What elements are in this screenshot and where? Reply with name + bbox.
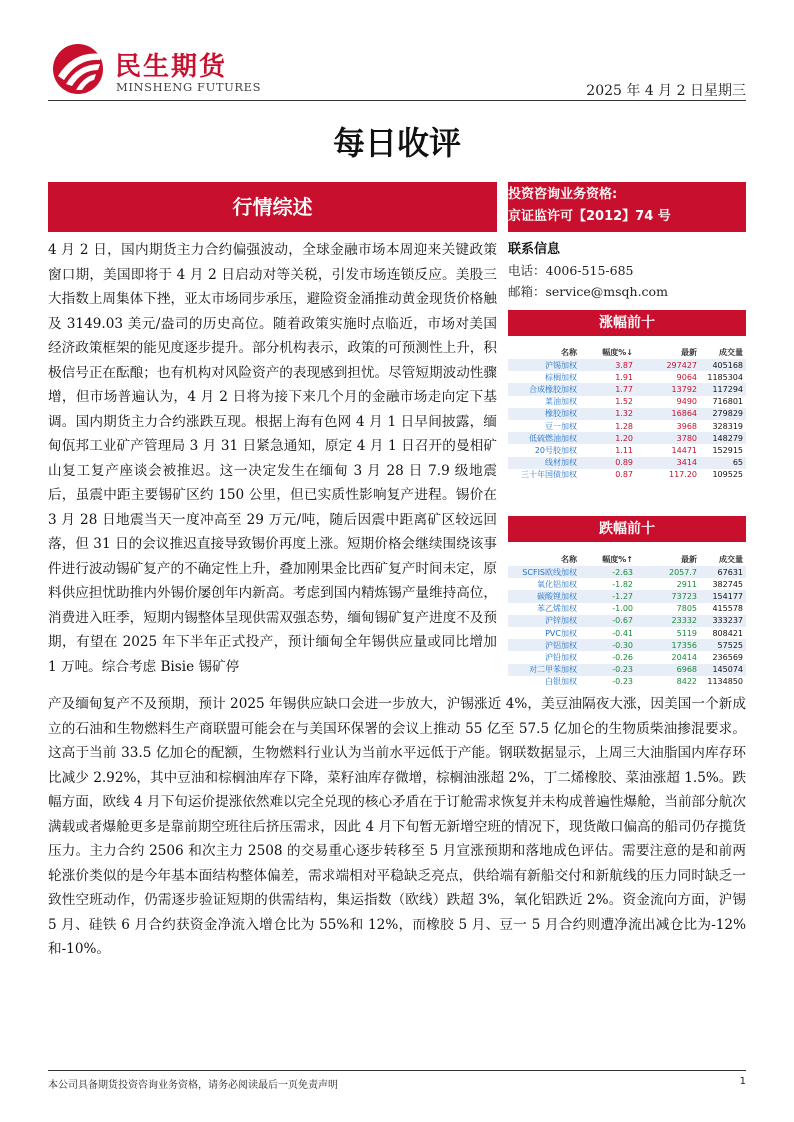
cell-volume: 382745 bbox=[712, 579, 743, 589]
qualification-line2: 京证监许可【2012】74 号 bbox=[508, 209, 671, 224]
col-change[interactable]: 幅度%↑ bbox=[580, 553, 636, 566]
cell-volume: 148279 bbox=[700, 432, 746, 444]
col-volume: 成交量 bbox=[700, 346, 746, 359]
cell-change: 1.52 bbox=[615, 397, 633, 407]
cell-name: 碳酸锂加权 bbox=[508, 590, 580, 602]
section-banner: 行情综述 bbox=[48, 182, 497, 232]
cell-last: 3780 bbox=[636, 432, 700, 444]
table-row[interactable] bbox=[508, 590, 746, 602]
cell-volume: 716801 bbox=[712, 397, 743, 407]
cell-volume: 328319 bbox=[712, 421, 743, 431]
cell-last: 5119 bbox=[676, 628, 697, 638]
cell-volume: 279829 bbox=[700, 408, 746, 420]
col-change[interactable]: 幅度%↓ bbox=[580, 346, 636, 359]
qualification-box bbox=[508, 182, 746, 232]
contact-email: 邮箱：service@msqh.com bbox=[508, 284, 668, 299]
cell-change: 1.77 bbox=[580, 383, 636, 395]
cell-name: 沪铝加权 bbox=[508, 639, 580, 651]
cell-volume: 145074 bbox=[700, 664, 746, 676]
col-last: 最新 bbox=[636, 553, 700, 566]
table-row[interactable] bbox=[508, 396, 746, 408]
cell-volume: 67631 bbox=[700, 566, 746, 578]
col-volume: 成交量 bbox=[700, 553, 746, 566]
losers-title: 跌幅前十 bbox=[508, 516, 746, 542]
cell-change: 1.28 bbox=[615, 421, 633, 431]
cell-change: -1.27 bbox=[580, 590, 636, 602]
cell-last: 9064 bbox=[676, 372, 697, 382]
cell-change: -0.23 bbox=[580, 664, 636, 676]
col-last: 最新 bbox=[636, 346, 700, 359]
cell-name: PVC加权 bbox=[545, 628, 577, 638]
cell-name: 白银加权 bbox=[545, 677, 577, 687]
cell-last: 297427 bbox=[636, 359, 700, 371]
table-row[interactable] bbox=[508, 383, 746, 395]
cell-last: 2911 bbox=[676, 579, 697, 589]
cell-last: 2057.7 bbox=[636, 566, 700, 578]
cell-name: 沪锌加权 bbox=[508, 615, 580, 627]
cell-change: 0.87 bbox=[615, 470, 633, 480]
report-date: 2025 年 4 月 2 日星期三 bbox=[586, 83, 746, 99]
cell-name: 三十年国债加权 bbox=[521, 470, 577, 480]
col-name: 名称 bbox=[508, 346, 580, 359]
cell-change: 1.91 bbox=[615, 372, 633, 382]
cell-change: 1.20 bbox=[580, 432, 636, 444]
cell-change: 1.32 bbox=[580, 408, 636, 420]
cell-name: 沪锡加权 bbox=[508, 359, 580, 371]
cell-last: 9490 bbox=[676, 397, 697, 407]
cell-last: 14471 bbox=[671, 445, 697, 455]
cell-last: 3968 bbox=[676, 421, 697, 431]
table-row[interactable] bbox=[508, 371, 746, 383]
table-row[interactable] bbox=[508, 676, 746, 688]
cell-name: 线材加权 bbox=[508, 457, 580, 469]
cell-change: 3.87 bbox=[580, 359, 636, 371]
cell-change: -0.41 bbox=[612, 628, 633, 638]
cell-last: 13792 bbox=[636, 383, 700, 395]
header-divider bbox=[48, 100, 746, 101]
table-row[interactable] bbox=[508, 639, 746, 651]
cell-volume: 57525 bbox=[700, 639, 746, 651]
cell-last: 23332 bbox=[636, 615, 700, 627]
cell-change: -0.26 bbox=[612, 652, 633, 662]
cell-last: 16864 bbox=[636, 408, 700, 420]
table-row[interactable] bbox=[508, 566, 746, 578]
body-paragraph-left: 4 月 2 日，国内期货主力合约偏强波动，全球金融市场本周迎来关键政策窗口期，美国即将于 4 月 2 日启动对等关税，引发市场连锁反应。美股三大指数上周集体下挫，亚太市场同步承压，避险资金涌推动黄金现货价格触及 3149.03 美元/盎司的历史高位。随着政策实施时点临近，市场对美国经济政策框架的能见度逐步提升。部分机构表示，政策的可预测性上升，积极信号正在酝酿；也有机构对风险资产的表现感到担忧。尽管短期波动性骤增，但市场普遍认为，4 月 2 日将为接下来几个月的金融市场走向定下基调。国内期货主力合约涨跌互现。根据上海有色网 4 月 1 日早间披露，缅甸佤邦工业矿产管理局 3 月 31 日紧急通知，原定 4 月 1 日召开的曼相矿山复工复产座谈会被推迟。这一决定发生在缅甸 3 月 28 日 7.9 级地震后，虽震中距主要锡矿区约 150 公里，但已实质性影响复产进程。锡价在 3 月 28 日地震当天一度冲高至 29 万元/吨，随后因震中距离矿区较远回落，但 31 日的会议推迟直接导致锡价再度上涨。短期价格会继续围绕该事件进行波动锡矿复产的不确定性上升，叠加刚果金比西矿复产时间未定，原料供应担忧助推内外锡价屡创年内新高。考虑到国内精炼锡产量维持高位，消费进入旺季，短期内锡整体呈现供需双强态势，缅甸锡矿复产进度不及预期，有望在 2025 年下半年正式投产，预计缅甸全年锡供应量或同比增加 1 万吨。综合考虑 Bisie 锡矿停 bbox=[48, 242, 497, 675]
losers-table bbox=[508, 553, 746, 688]
cell-name: 合成橡胶加权 bbox=[508, 383, 580, 395]
table-row[interactable] bbox=[508, 469, 746, 481]
cell-last: 17356 bbox=[636, 639, 700, 651]
cell-change: -1.00 bbox=[612, 604, 633, 614]
cell-change: -0.67 bbox=[580, 615, 636, 627]
cell-volume: 1134850 bbox=[707, 677, 743, 687]
table-row[interactable] bbox=[508, 664, 746, 676]
gainers-table bbox=[508, 346, 746, 481]
cell-last: 7805 bbox=[676, 604, 697, 614]
table-row[interactable] bbox=[508, 578, 746, 590]
cell-name: 橡胶加权 bbox=[508, 408, 580, 420]
table-row[interactable] bbox=[508, 615, 746, 627]
cell-last: 3414 bbox=[636, 457, 700, 469]
cell-volume: 154177 bbox=[700, 590, 746, 602]
cell-name: 棕榈加权 bbox=[545, 372, 577, 382]
contact-phone: 电话：4006-515-685 bbox=[508, 263, 634, 278]
cell-change: -0.23 bbox=[612, 677, 633, 687]
table-row[interactable] bbox=[508, 420, 746, 432]
brand-name-cn: 民生期货 bbox=[115, 52, 228, 82]
cell-volume: 109525 bbox=[712, 470, 743, 480]
cell-change: -1.82 bbox=[612, 579, 633, 589]
gainers-title: 涨幅前十 bbox=[508, 310, 746, 336]
brand-name-en: MINSHENG FUTURES bbox=[116, 80, 262, 94]
table-row[interactable] bbox=[508, 444, 746, 456]
cell-name: 菜油加权 bbox=[545, 397, 577, 407]
cell-last: 117.20 bbox=[669, 470, 697, 480]
cell-volume: 65 bbox=[700, 457, 746, 469]
footer-divider bbox=[48, 1070, 746, 1071]
cell-volume: 808421 bbox=[712, 628, 743, 638]
table-row[interactable] bbox=[508, 408, 746, 420]
cell-change: -2.63 bbox=[580, 566, 636, 578]
table-row[interactable] bbox=[508, 627, 746, 639]
page-title: 每日收评 bbox=[332, 124, 461, 162]
qualification-line1: 投资咨询业务资格: bbox=[508, 187, 618, 202]
table-row[interactable] bbox=[508, 603, 746, 615]
col-name: 名称 bbox=[508, 553, 580, 566]
cell-last: 20414 bbox=[671, 652, 697, 662]
table-row[interactable] bbox=[508, 457, 746, 469]
cell-change: 0.89 bbox=[580, 457, 636, 469]
cell-name: 对二甲苯加权 bbox=[508, 664, 580, 676]
cell-volume: 333237 bbox=[700, 615, 746, 627]
footer-disclaimer: 本公司具备期货投资咨询业务资格，请务必阅读最后一页免责声明 bbox=[48, 1080, 338, 1091]
table-row[interactable] bbox=[508, 432, 746, 444]
table-row[interactable] bbox=[508, 651, 746, 663]
cell-last: 8422 bbox=[676, 677, 697, 687]
logo-icon bbox=[48, 40, 110, 96]
cell-volume: 236569 bbox=[712, 652, 743, 662]
cell-change: 1.11 bbox=[615, 445, 633, 455]
cell-name: 20号胶加权 bbox=[534, 445, 577, 455]
cell-volume: 152915 bbox=[712, 445, 743, 455]
cell-name: SCFIS欧线加权 bbox=[508, 566, 580, 578]
cell-volume: 415578 bbox=[712, 604, 743, 614]
cell-volume: 405168 bbox=[700, 359, 746, 371]
page-number: 1 bbox=[739, 1076, 746, 1087]
cell-last: 6968 bbox=[636, 664, 700, 676]
cell-volume: 117294 bbox=[700, 383, 746, 395]
cell-name: 低硫燃油加权 bbox=[508, 432, 580, 444]
cell-volume: 1185304 bbox=[707, 372, 743, 382]
cell-name: 氧化铝加权 bbox=[537, 579, 577, 589]
cell-name: 豆一加权 bbox=[545, 421, 577, 431]
contact-heading: 联系信息 bbox=[508, 242, 561, 257]
cell-last: 73723 bbox=[636, 590, 700, 602]
body-paragraph-full: 产及缅甸复产不及预期，预计 2025 年锡供应缺口会进一步放大，沪锡涨近 4%，美豆油隔夜大涨，因美国一个新成立的石油和生物燃料生产商联盟可能会在与美国环保署的会议上推动 55 亿至 57.5 亿加仑的生物质柴油掺混要求。这高于当前 33.5 亿加仑的配额，生物燃料行业认为当前水平远低于产能。钢联数据显示，上周三大油脂国内库存环比减少 2.92%，其中豆油和棕榈油库存下降，菜籽油库存微增，棕榈油涨超 2%，丁二烯橡胶、菜油涨超 1.5%。跌幅方面，欧线 4 月下旬运价提涨依然难以完全兑现的核心矛盾在于订舱需求恢复并未构成普遍性爆舱，当前部分航次满载或者爆舱更多是靠前期空班往后挤压需求，因此 4 月下旬暂无新增空班的情况下，现货敞口偏高的船司仍存揽货压力。主力合约 2506 和次主力 2508 的交易重心逐步转移至 5 月宣涨预期和落地成色评估。需要注意的是和前两轮涨价类似的是今年基本面结构整体偏差，需求端相对平稳缺乏亮点，供给端有新船交付和新航线的压力同时缺乏一致性空班动作，仍需逐步验证短期的供需结构，集运指数（欧线）跌超 3%，氧化铝跌近 2%。资金流向方面，沪锡 5 月、硅铁 6 月合约获资金净流入增仓比为 55%和 12%，而橡胶 5 月、豆一 5 月合约则遭净流出减仓比为-12%和-10%。 bbox=[48, 696, 746, 957]
cell-change: -0.30 bbox=[580, 639, 636, 651]
table-row[interactable] bbox=[508, 359, 746, 371]
cell-name: 苯乙烯加权 bbox=[537, 604, 577, 614]
company-logo bbox=[48, 40, 110, 96]
cell-name: 沪铅加权 bbox=[545, 652, 577, 662]
